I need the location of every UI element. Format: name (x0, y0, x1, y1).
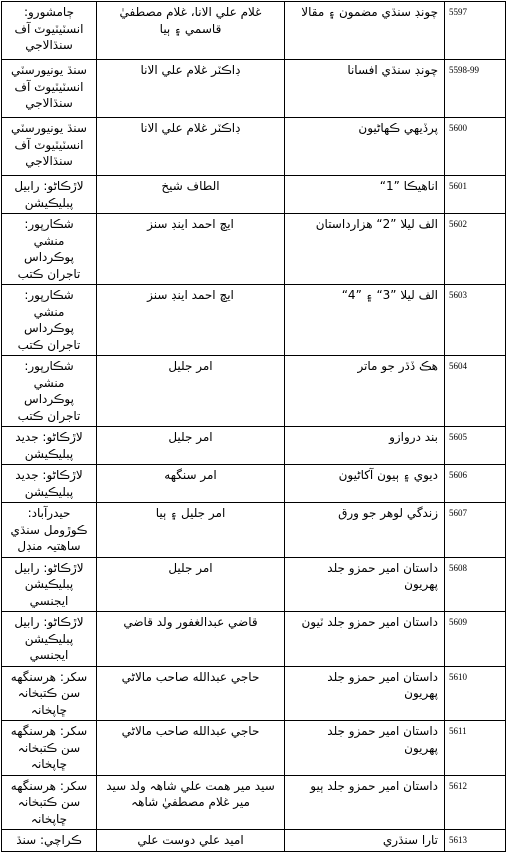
publisher-cell: سنڌ يونيورسٽي انسٽيٽيوٽ آف سنڌالاجي (2, 60, 97, 118)
publisher-cell: سکر: هرسنگهه سن ڪتبخانہ ڇاپخانہ (2, 666, 97, 721)
title-cell: زندگي لوهر جو ورق (285, 503, 445, 558)
title-cell: پرڏيهي ڪهاڻيون (285, 118, 445, 176)
author-cell: حاجي عبدالله صاحب مالاڻي (97, 666, 285, 721)
author-cell: سيد مير همت علي شاهہ ولد سيد مير غلام مصطفيٰ شاهہ (97, 775, 285, 830)
author-cell: امر جليل (97, 427, 285, 465)
author-cell: امر جليل ۽ ٻيا (97, 503, 285, 558)
title-cell: داستان امير حمزو جلد پهريون (285, 557, 445, 612)
table-row (2, 427, 506, 465)
table-row (2, 356, 506, 427)
publisher-cell: سکر: هرسنگهه سن ڪتبخانہ ڇاپخانہ (2, 775, 97, 830)
title-cell: الف ليلا ”3“ ۽ ”4“ (285, 285, 445, 356)
publisher-cell: ڪراچي: سنڌ (2, 830, 97, 852)
publisher-cell: سکر: هرسنگهه سن ڪتبخانہ ڇاپخانہ (2, 721, 97, 776)
publisher-cell: شڪارپور: منشي پوڪرداس تاجران ڪتب (2, 285, 97, 356)
number-cell: 5608 (445, 557, 506, 612)
table-row (2, 612, 506, 667)
author-cell: امر جليل (97, 356, 285, 427)
number-cell: 5607 (445, 503, 506, 558)
publisher-cell: شڪارپور: منشي پوڪرداس تاجران ڪتب (2, 214, 97, 285)
table-row (2, 557, 506, 612)
number-cell: 5609 (445, 612, 506, 667)
number-cell: 5610 (445, 666, 506, 721)
author-cell: ايڇ احمد اينڊ سنز (97, 214, 285, 285)
author-cell: اميد علي دوست علي (97, 830, 285, 852)
publisher-cell: لاڙڪاڻو: جديد پبليڪيشن (2, 427, 97, 465)
number-cell: 5602 (445, 214, 506, 285)
table-row (2, 830, 506, 852)
title-cell: اناهيڪا ”1“ (285, 176, 445, 214)
table-row (2, 118, 506, 176)
number-cell: 5613 (445, 830, 506, 852)
title-cell: چونڊ سنڌي افسانا (285, 60, 445, 118)
publisher-cell: لاڙڪاڻو: رابيل پبليڪيشن (2, 176, 97, 214)
author-cell: حاجي عبدالله صاحب مالاڻي (97, 721, 285, 776)
number-cell: 5606 (445, 465, 506, 503)
table-row (2, 465, 506, 503)
number-cell: 5601 (445, 176, 506, 214)
number-cell: 5600 (445, 118, 506, 176)
number-cell: 5605 (445, 427, 506, 465)
author-cell: ڊاڪٽر غلام علي الانا (97, 118, 285, 176)
title-cell: چونڊ سنڌي مضمون ۽ مقالا (285, 2, 445, 60)
title-cell: الف ليلا ”2“ هزارداستان (285, 214, 445, 285)
author-cell: الطاف شيخ (97, 176, 285, 214)
title-cell: داستان امير حمزو جلد ٻيو (285, 775, 445, 830)
table-row (2, 176, 506, 214)
table-row (2, 503, 506, 558)
table-row (2, 60, 506, 118)
title-cell: داستان امير حمزو جلد پهريون (285, 721, 445, 776)
author-cell: امر جليل (97, 557, 285, 612)
author-cell: ايڇ احمد اينڊ سنز (97, 285, 285, 356)
title-cell: تارا سنڌري (285, 830, 445, 852)
publisher-cell: سنڌ يونيورسٽي انسٽيٽيوٽ آف سنڌالاجي (2, 118, 97, 176)
title-cell: بند دروازو (285, 427, 445, 465)
table-row (2, 285, 506, 356)
title-cell: هڪ ڏڌر جو ماتر (285, 356, 445, 427)
publisher-cell: حيدرآباد: ڪوڙومل سنڌي ساهتيہ منڊل (2, 503, 97, 558)
table-row (2, 214, 506, 285)
catalog-table (1, 1, 506, 852)
number-cell: 5604 (445, 356, 506, 427)
publisher-cell: ڄامشورو: انسٽيٽيوٽ آف سنڌالاجي (2, 2, 97, 60)
author-cell: غلام علي الانا، غلام مصطفيٰ قاسمي ۽ ٻيا (97, 2, 285, 60)
table-row (2, 2, 506, 60)
title-cell: ديوي ۽ ٻيون آکاڻيون (285, 465, 445, 503)
catalog-body (2, 2, 506, 852)
table-row (2, 666, 506, 721)
number-cell: 5611 (445, 721, 506, 776)
author-cell: امر سنگهه (97, 465, 285, 503)
author-cell: ڊاڪٽر غلام علي الانا (97, 60, 285, 118)
title-cell: داستان امير حمزو جلد ٽيون (285, 612, 445, 667)
publisher-cell: لاڙڪاڻو: رابيل پبليڪيشن ايجنسي (2, 557, 97, 612)
table-row (2, 721, 506, 776)
number-cell: 5597 (445, 2, 506, 60)
title-cell: داستان امير حمزو جلد پهريون (285, 666, 445, 721)
number-cell: 5612 (445, 775, 506, 830)
number-cell: 5598-99 (445, 60, 506, 118)
publisher-cell: لاڙڪاڻو: رابيل پبليڪيشن ايجنسي (2, 612, 97, 667)
number-cell: 5603 (445, 285, 506, 356)
author-cell: قاضي عبدالغفور ولد قاضي (97, 612, 285, 667)
table-row (2, 775, 506, 830)
publisher-cell: شڪارپور: منشي پوڪرداس تاجران ڪتب (2, 356, 97, 427)
publisher-cell: لاڙڪاڻو: جديد پبليڪيشن (2, 465, 97, 503)
